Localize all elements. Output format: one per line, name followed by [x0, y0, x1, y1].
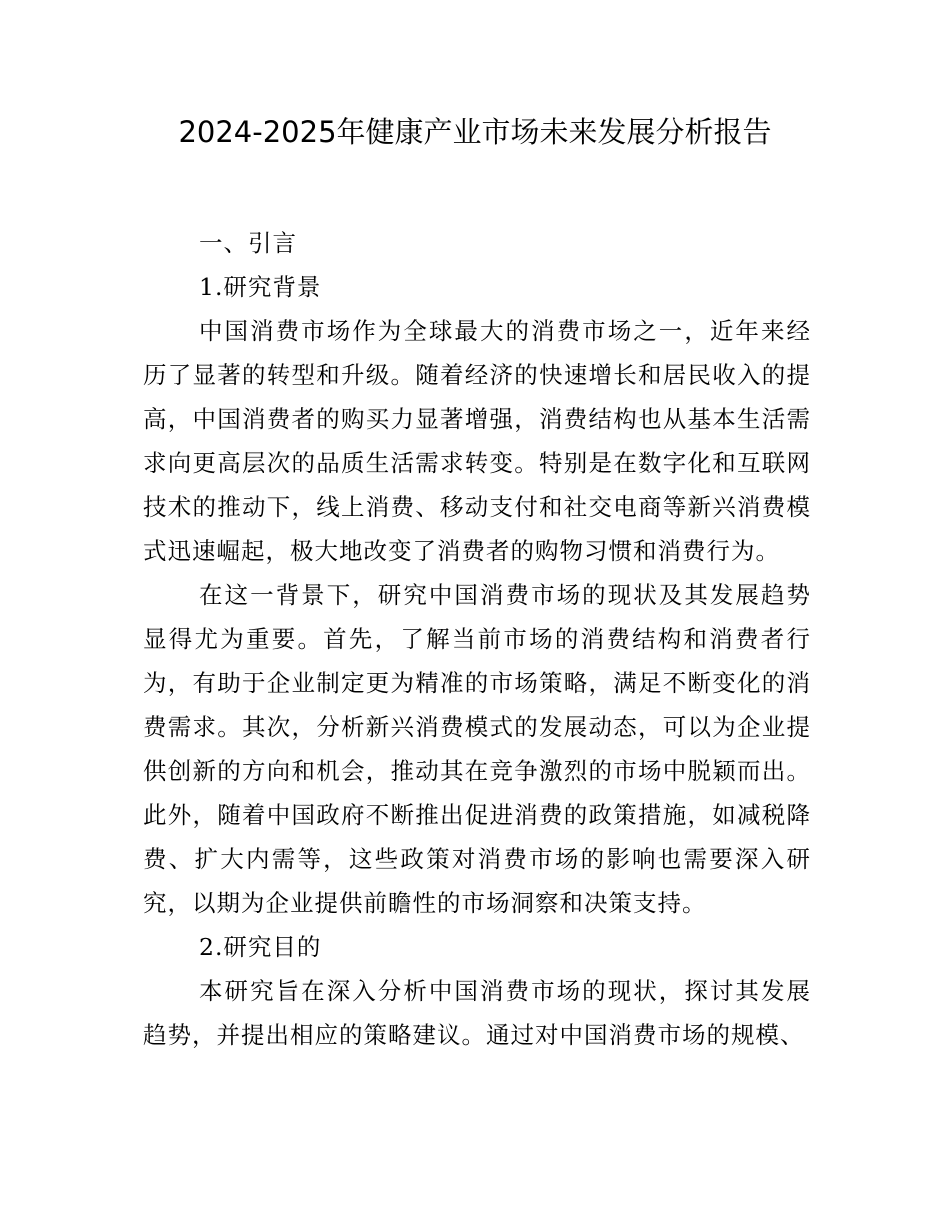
section-heading: 一、引言: [199, 229, 297, 257]
subsection-heading-research-background: 1.研究背景: [199, 273, 322, 301]
paragraph: 在这一背景下，研究中国消费市场的现状及其发展趋势显得尤为重要。首先，了解当前市场的消费结构和消费者行为，有助于企业制定更为精准的市场策略，满足不断变化的消费需求。其次，分析新兴消费模式的发展动态，可以为企业提供创新的方向和机会，推动其在竞争激烈的市场中脱颖而出。此外，随着中国政府不断推出促进消费的政策措施，如减税降费、扩大内需等，这些政策对消费市场的影响也需要深入研究，以期为企业提供前瞻性的市场洞察和决策支持。: [143, 581, 811, 917]
paragraph: 中国消费市场作为全球最大的消费市场之一，近年来经历了显著的转型和升级。随着经济的快速增长和居民收入的提高，中国消费者的购买力显著增强，消费结构也从基本生活需求向更高层次的品质生活需求转变。特别是在数字化和互联网技术的推动下，线上消费、移动支付和社交电商等新兴消费模式迅速崛起，极大地改变了消费者的购物习惯和消费行为。: [143, 317, 811, 565]
paragraph: 本研究旨在深入分析中国消费市场的现状，探讨其发展趋势，并提出相应的策略建议。通过对中国消费市场的规模、: [143, 977, 811, 1049]
subsection-heading-research-purpose: 2.研究目的: [199, 933, 322, 961]
document-title: 2024-2025年健康产业市场未来发展分析报告: [178, 115, 772, 149]
document-body: [143, 221, 811, 1057]
